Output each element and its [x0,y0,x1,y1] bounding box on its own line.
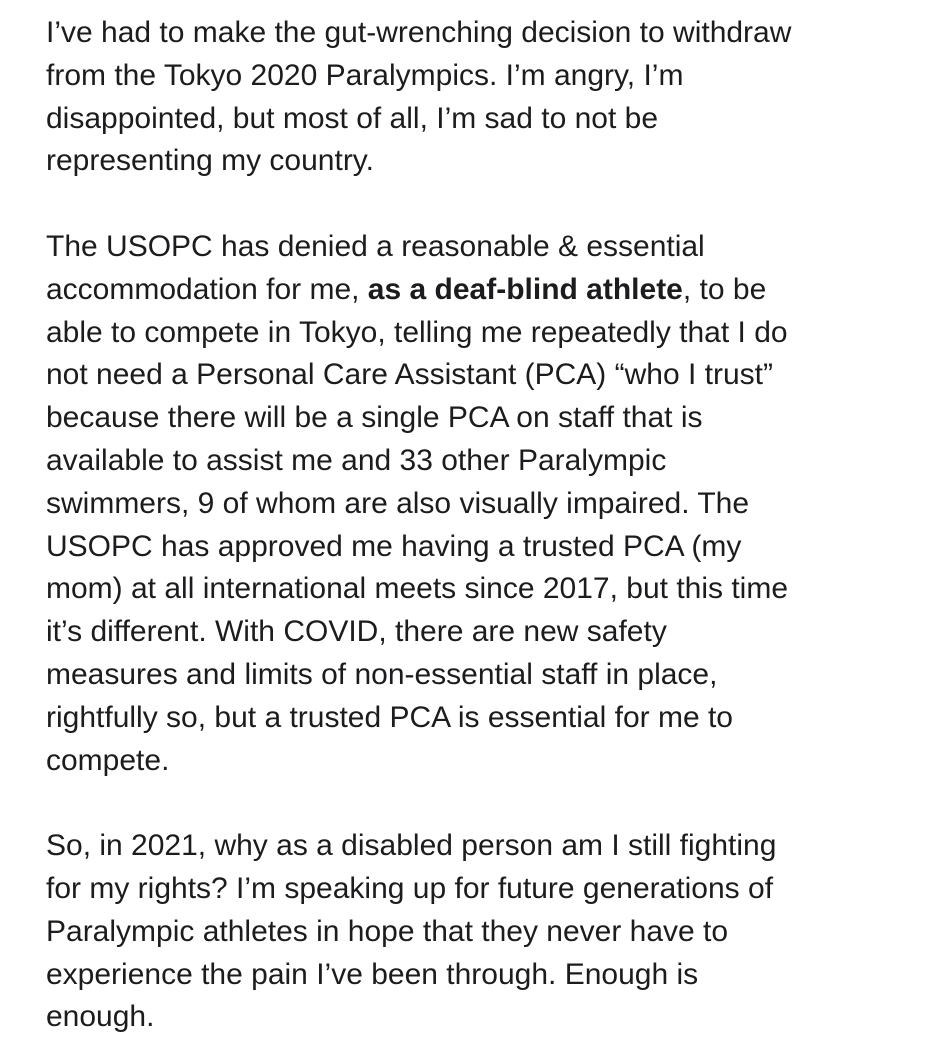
text-line [46,12,906,55]
text-line [46,226,906,269]
text-segment: So, in 2021, why as a disabled person am I still fighting [46,829,777,863]
paragraph [46,226,906,782]
text-segment: disappointed, but most of all, I’m sad to not be [46,101,659,135]
text-segment: because there will be a single PCA on staff that is [46,401,703,435]
text-line [46,397,906,440]
text-segment: swimmers, 9 of whom are also visually impaired. The [46,486,750,520]
text-line [46,911,906,954]
paragraph [46,825,906,1039]
text-line [46,868,906,911]
text-line [46,312,906,355]
text-segment: accommodation for me, [46,272,368,306]
text-segment: , to be [682,272,767,306]
text-segment: not need a Personal Care Assistant (PCA) “who I trust” [46,358,773,392]
text-segment: compete. [46,743,170,777]
statement-body [46,12,906,1039]
paragraph [46,12,906,183]
text-line [46,140,906,183]
text-segment: rightfully so, but a trusted PCA is essential for me to [46,700,733,734]
text-segment: mom) at all international meets since 2017, but this time [46,572,789,606]
text-segment: USOPC has approved me having a trusted PCA (my [46,529,742,563]
text-line [46,269,906,312]
text-line [46,568,906,611]
text-line [46,98,906,141]
text-segment: it’s different. With COVID, there are new safety [46,615,667,649]
text-segment: The USOPC has denied a reasonable & essential [46,229,705,263]
text-line [46,740,906,783]
text-segment: for my rights? I’m speaking up for future generations of [46,871,774,905]
text-segment: able to compete in Tokyo, telling me repeatedly that I do [46,315,788,349]
text-line [46,526,906,569]
emphasized-text: as a deaf-blind athlete [367,272,683,306]
text-line [46,354,906,397]
text-segment: measures and limits of non-essential staff in place, [46,657,718,691]
text-line [46,954,906,997]
text-line [46,697,906,740]
text-line [46,611,906,654]
text-line [46,483,906,526]
text-line [46,825,906,868]
text-line [46,440,906,483]
text-segment: available to assist me and 33 other Paralympic [46,443,667,477]
text-segment: I’ve had to make the gut-wrenching decision to withdraw [46,16,792,49]
text-segment: experience the pain I’ve been through. Enough is [46,957,699,991]
text-line [46,996,906,1039]
text-line [46,654,906,697]
text-segment: enough. [46,1000,155,1034]
text-segment: from the Tokyo 2020 Paralympics. I’m angry, I’m [46,58,684,92]
text-segment: representing my country. [46,144,374,178]
text-line [46,55,906,98]
text-segment: Paralympic athletes in hope that they never have to [46,914,729,948]
